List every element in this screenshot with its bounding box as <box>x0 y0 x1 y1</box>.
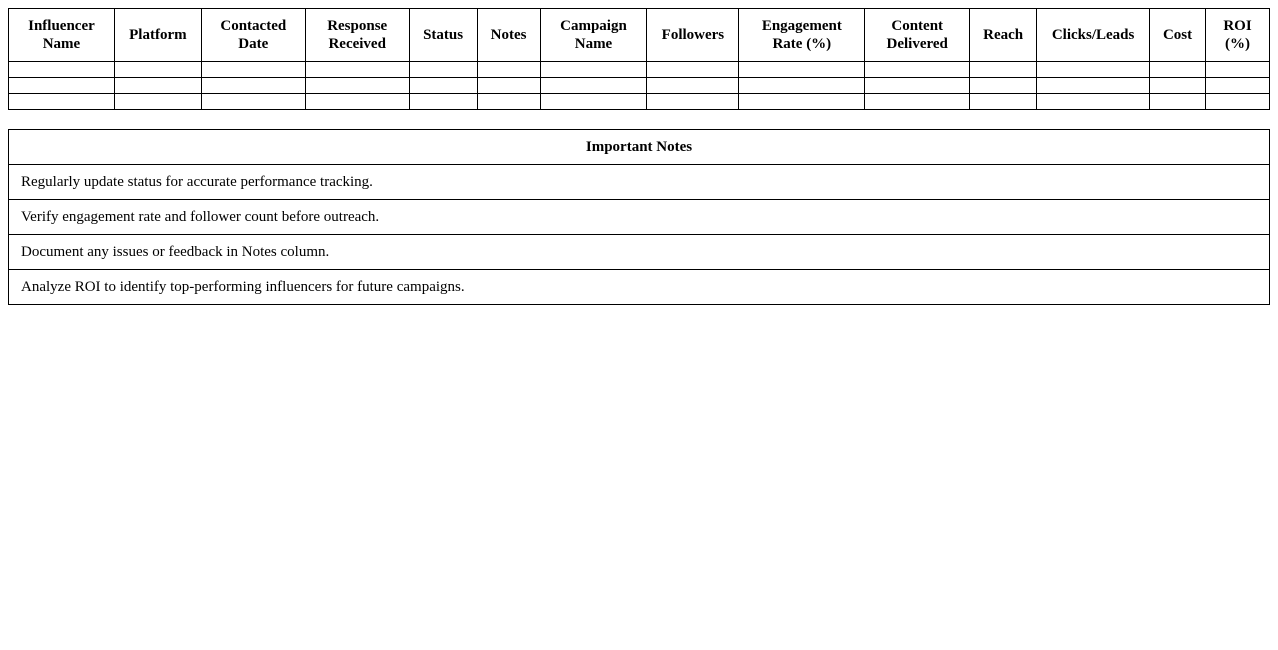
table-cell[interactable] <box>201 94 305 110</box>
table-cell[interactable] <box>540 78 647 94</box>
table-cell[interactable] <box>865 62 970 78</box>
table-cell[interactable] <box>477 62 540 78</box>
table-row <box>9 78 1270 94</box>
column-header-followers: Followers <box>647 9 739 62</box>
note-item: Document any issues or feedback in Notes column. <box>9 235 1270 270</box>
table-cell[interactable] <box>477 94 540 110</box>
note-item: Analyze ROI to identify top-performing influencers for future campaigns. <box>9 270 1270 305</box>
table-cell[interactable] <box>305 62 409 78</box>
influencer-tracker-table <box>8 8 1270 110</box>
table-cell[interactable] <box>540 94 647 110</box>
table-cell[interactable] <box>970 62 1037 78</box>
note-item: Regularly update status for accurate performance tracking. <box>9 165 1270 200</box>
column-header-engagement-rate: Engagement Rate (%) <box>739 9 865 62</box>
important-notes-table <box>8 129 1270 305</box>
table-cell[interactable] <box>9 94 115 110</box>
column-header-reach: Reach <box>970 9 1037 62</box>
table-cell[interactable] <box>647 94 739 110</box>
table-cell[interactable] <box>9 62 115 78</box>
column-header-contacted-date: Contacted Date <box>201 9 305 62</box>
table-cell[interactable] <box>1206 78 1270 94</box>
column-header-cost: Cost <box>1150 9 1206 62</box>
table-cell[interactable] <box>739 62 865 78</box>
table-cell[interactable] <box>305 78 409 94</box>
table-cell[interactable] <box>647 62 739 78</box>
column-header-influencer-name: Influencer Name <box>9 9 115 62</box>
table-cell[interactable] <box>305 94 409 110</box>
table-cell[interactable] <box>970 78 1037 94</box>
table-cell[interactable] <box>114 94 201 110</box>
list-item <box>9 235 1270 270</box>
table-cell[interactable] <box>1150 62 1206 78</box>
table-cell[interactable] <box>739 94 865 110</box>
table-cell[interactable] <box>409 94 477 110</box>
column-header-platform: Platform <box>114 9 201 62</box>
table-cell[interactable] <box>1150 94 1206 110</box>
table-cell[interactable] <box>865 78 970 94</box>
table-cell[interactable] <box>114 78 201 94</box>
table-cell[interactable] <box>647 78 739 94</box>
table-cell[interactable] <box>1206 62 1270 78</box>
table-cell[interactable] <box>409 78 477 94</box>
list-item <box>9 200 1270 235</box>
column-header-roi: ROI (%) <box>1206 9 1270 62</box>
table-cell[interactable] <box>201 62 305 78</box>
list-item <box>9 165 1270 200</box>
important-notes-title: Important Notes <box>9 130 1270 165</box>
note-item: Verify engagement rate and follower count before outreach. <box>9 200 1270 235</box>
table-header-row <box>9 9 1270 62</box>
table-cell[interactable] <box>865 94 970 110</box>
column-header-status: Status <box>409 9 477 62</box>
table-row <box>9 62 1270 78</box>
table-cell[interactable] <box>114 62 201 78</box>
table-cell[interactable] <box>1037 78 1150 94</box>
table-cell[interactable] <box>1206 94 1270 110</box>
column-header-content-delivered: Content Delivered <box>865 9 970 62</box>
list-item <box>9 270 1270 305</box>
page-content <box>8 8 1270 305</box>
table-row <box>9 94 1270 110</box>
table-cell[interactable] <box>1037 94 1150 110</box>
table-cell[interactable] <box>1150 78 1206 94</box>
notes-header-row <box>9 130 1270 165</box>
table-cell[interactable] <box>1037 62 1150 78</box>
table-cell[interactable] <box>477 78 540 94</box>
table-cell[interactable] <box>739 78 865 94</box>
column-header-response-received: Response Received <box>305 9 409 62</box>
table-cell[interactable] <box>970 94 1037 110</box>
column-header-campaign-name: Campaign Name <box>540 9 647 62</box>
table-cell[interactable] <box>201 78 305 94</box>
column-header-notes: Notes <box>477 9 540 62</box>
table-cell[interactable] <box>9 78 115 94</box>
table-cell[interactable] <box>540 62 647 78</box>
table-cell[interactable] <box>409 62 477 78</box>
column-header-clicks-leads: Clicks/Leads <box>1037 9 1150 62</box>
